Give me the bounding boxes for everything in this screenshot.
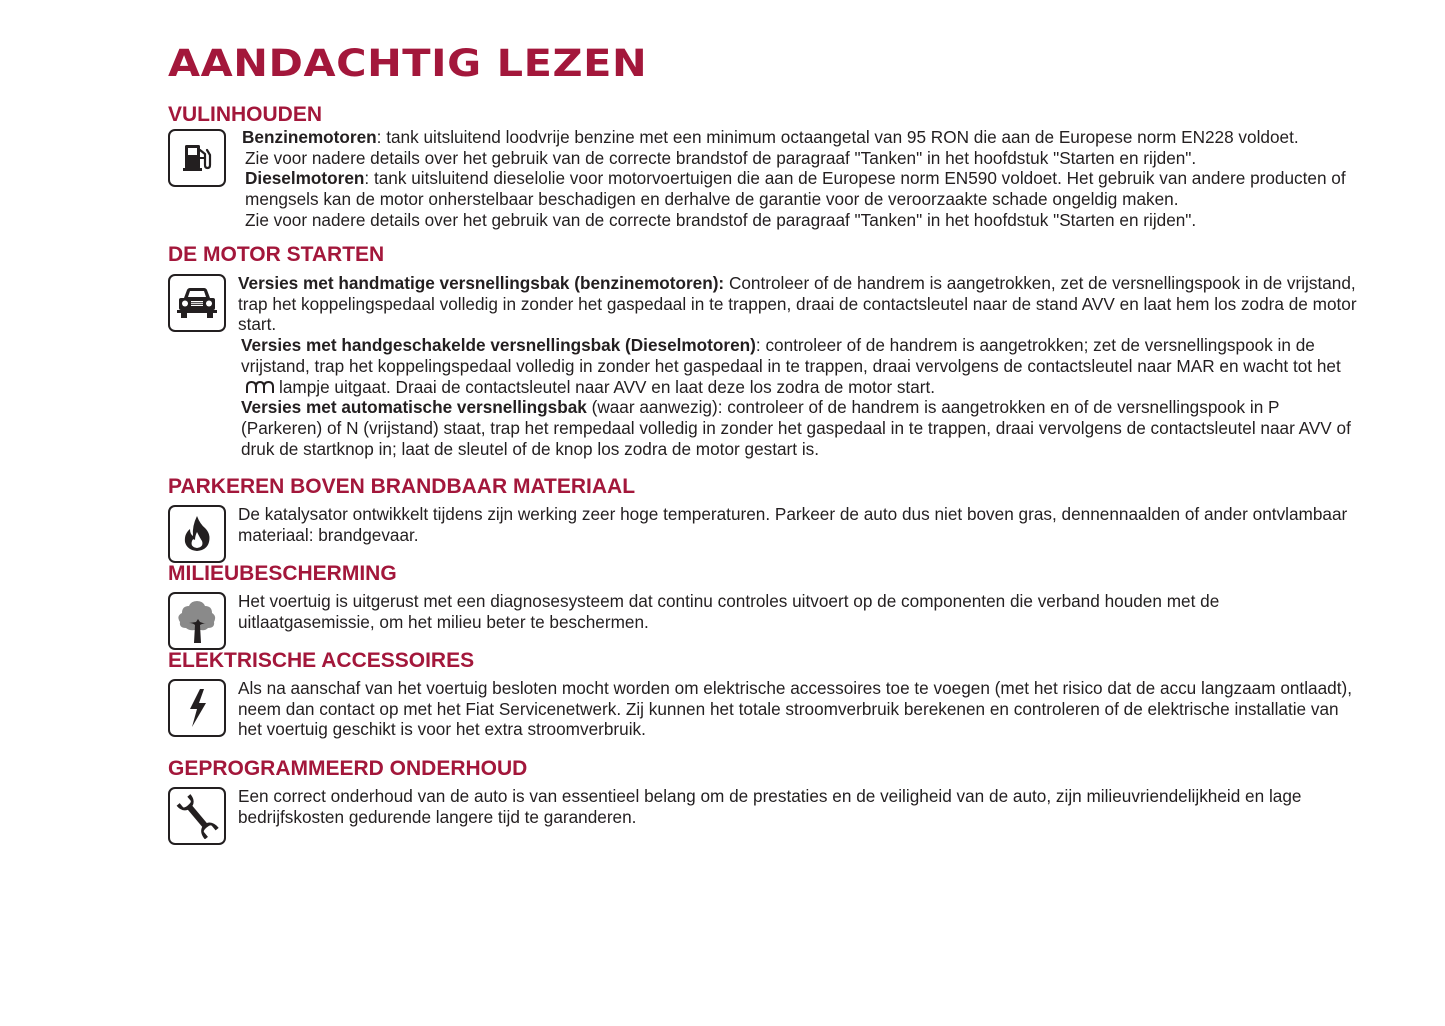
body-text: : tank uitsluitend loodvrije benzine met een minimum octaangetal van 95 RON die aan de Europese norm EN228 voldoet. bbox=[376, 127, 1299, 147]
body-text: Zie voor nadere details over het gebruik van de correcte brandstof de paragraaf "Tanken" in het hoofdstuk "Starten en rijden". bbox=[245, 147, 1197, 168]
label-automatic: Versies met automatische versnellingsbak bbox=[241, 397, 587, 418]
section-elektrisch bbox=[168, 649, 1368, 740]
label-manual-diesel: Versies met handgeschakelde versnellingsbak (Dieselmotoren) bbox=[241, 335, 756, 356]
flame-icon bbox=[168, 505, 226, 563]
section-body bbox=[238, 504, 1358, 545]
body-text: De katalysator ontwikkelt tijdens zijn werking zeer hoge temperaturen. Parkeer de auto dus niet boven gras, dennennaalden of ander ontvlambaar materiaal: brandgevaar. bbox=[238, 504, 1348, 545]
wrench-icon bbox=[168, 787, 226, 845]
section-parkeren bbox=[168, 475, 1368, 563]
section-heading: GEPROGRAMMEERD ONDERHOUD bbox=[168, 757, 528, 780]
label-benzine: Benzinemotoren bbox=[242, 127, 377, 147]
label-manual-petrol: Versies met handmatige versnellingsbak (benzinemotoren): bbox=[238, 273, 725, 293]
body-text: (waar aanwezig): controleer of de handrem is aangetrokken en of de versnellingspook in P (Parkeren) of N (vrijstand) staat, trap het rempedaal volledig in zonder het gaspedaal in te trappen, draai vervolgens de contactsleutel naar AVV of druk de startknop in; laat de sleutel of de knop los zodra de motor gestart is. bbox=[241, 397, 1351, 459]
tree-icon bbox=[168, 592, 226, 650]
section-heading: MILIEUBESCHERMING bbox=[168, 562, 397, 585]
body-text: Zie voor nadere details over het gebruik van de correcte brandstof de paragraaf "Tanken" in het hoofdstuk "Starten en rijden". bbox=[245, 209, 1197, 230]
page-title: AANDACHTIG LEZEN bbox=[168, 42, 648, 85]
label-diesel: Dieselmotoren bbox=[245, 168, 365, 189]
section-vulinhouden bbox=[168, 103, 1368, 231]
body-text: Als na aanschaf van het voertuig besloten mocht worden om elektrische accessoires toe te voegen (met het risico dat de accu langzaam ontlaadt), neem dan contact op met het Fiat Servicenetwerk. Zij kunnen het totale stroomverbruik berekenen en controleren of de elektrische installatie van het voertuig geschikt is voor het extra stroomverbruik. bbox=[238, 678, 1352, 740]
lightning-icon bbox=[168, 679, 226, 737]
section-body bbox=[238, 273, 1358, 459]
section-onderhoud bbox=[168, 757, 1368, 845]
body-text: Het voertuig is uitgerust met een diagnosesysteem dat continu controles uitvoert op de componenten die verband houden met de uitlaatgasemissie, om het milieu beter te beschermen. bbox=[238, 591, 1220, 632]
section-heading: ELEKTRISCHE ACCESSOIRES bbox=[168, 649, 475, 672]
body-text: : controleer of de handrem is aangetrokken; zet de versnellingspook in de vrijstand, trap het koppelingspedaal volledig in zonder het gaspedaal in te trappen, draai vervolgens de contactsleutel naar MAR en wacht tot het bbox=[241, 335, 1341, 376]
section-body bbox=[238, 786, 1358, 827]
section-motor-starten bbox=[168, 243, 1368, 459]
section-body bbox=[238, 678, 1358, 740]
section-heading: VULINHOUDEN bbox=[168, 103, 323, 126]
section-heading: DE MOTOR STARTEN bbox=[168, 243, 385, 266]
fuel-pump-icon bbox=[168, 129, 226, 187]
section-heading: PARKEREN BOVEN BRANDBAAR MATERIAAL bbox=[168, 475, 636, 498]
section-body bbox=[242, 127, 1362, 231]
car-icon bbox=[168, 274, 226, 332]
section-body bbox=[238, 591, 1358, 632]
section-milieu bbox=[168, 562, 1368, 650]
body-text: : tank uitsluitend dieselolie voor motorvoertuigen die aan de Europese norm EN590 voldoet. Het gebruik van andere producten of mengsels kan de motor onherstelbaar beschadigen en derhalve de garantie voor de veroorzaakte schade ongeldig maken. bbox=[245, 168, 1346, 210]
body-text: Controleer of de handrem is aangetrokken, zet de versnellingspook in de vrijstand, trap het koppelingspedaal volledig in zonder het gaspedaal in te trappen, draai de contactsleutel naar de stand AVV en laat hem los zodra de motor start. bbox=[238, 273, 1357, 335]
body-text: lampje uitgaat. Draai de contactsleutel naar AVV en laat deze los zodra de motor start. bbox=[279, 376, 936, 397]
glow-plug-icon bbox=[245, 379, 275, 395]
body-text: Een correct onderhoud van de auto is van essentieel belang om de prestaties en de veiligheid van de auto, zijn milieuvriendelijkheid en lage bedrijfskosten gedurende langere tijd te garanderen. bbox=[238, 786, 1302, 827]
